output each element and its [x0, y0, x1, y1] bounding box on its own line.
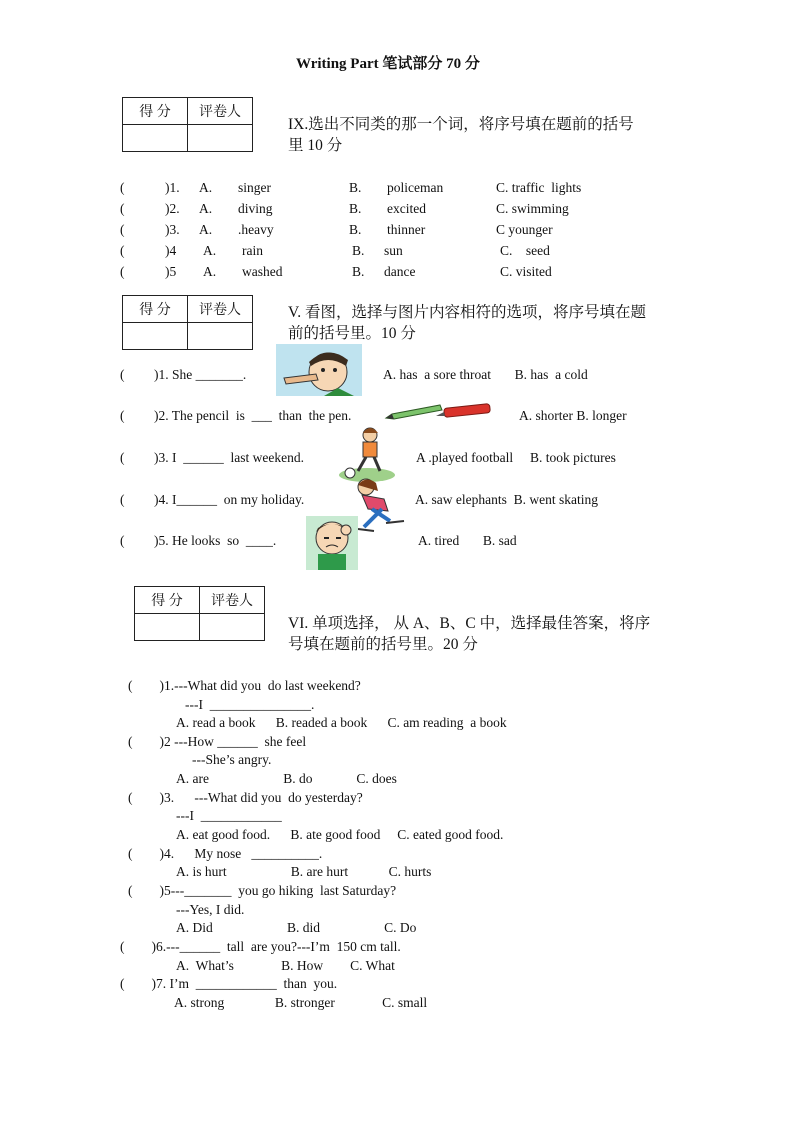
answer-paren[interactable]: ( [120, 367, 125, 382]
picture-question-5 [120, 532, 517, 550]
choice-answer-line: A. is hurt B. are hurt C. hurts [176, 864, 432, 879]
score-label: 得 分 [135, 587, 200, 614]
answer-paren[interactable]: ( [120, 201, 125, 216]
option-c: C younger [496, 222, 553, 237]
choice-question-line: ( )7. I’m ____________ than you. [120, 976, 338, 991]
answer-paren[interactable]: ( [120, 264, 125, 279]
option-a: singer [238, 180, 271, 195]
option-b-label: B. [352, 264, 365, 279]
page-title: Writing Part 笔试部分 70 分 [296, 56, 480, 72]
option-a: washed [242, 264, 283, 279]
choice-question-line: ( )2 ---How ______ she feel [128, 734, 307, 749]
option-a-label: A. [199, 201, 213, 216]
choice-answer-line: A. are B. do C. does [176, 771, 397, 786]
grader-cell[interactable] [188, 125, 253, 152]
question-options: A .played football B. took pictures [416, 450, 616, 465]
question-text: )1. She _______. [154, 367, 247, 382]
option-a: rain [242, 243, 263, 258]
option-a-label: A. [203, 264, 217, 279]
option-num: )5 [165, 264, 177, 279]
option-a: diving [238, 201, 273, 216]
answer-paren[interactable]: ( [120, 533, 125, 548]
choice-answer-line: ---I ____________ [176, 808, 282, 823]
section-5-heading: V. 看图，选择与图片内容相符的选项，将序号填在题前的括号里。10 分 [288, 304, 646, 342]
option-b-label: B. [352, 243, 365, 258]
question-text: )5. He looks so ____. [154, 533, 277, 548]
grader-label: 评卷人 [188, 98, 253, 125]
picture-question-3 [120, 449, 616, 467]
option-a-label: A. [203, 243, 217, 258]
section-6-heading: VI. 单项选择， 从 A、B、C 中，选择最佳答案，将序号填在题前的括号里。20 分 [288, 615, 651, 653]
score-box-9 [122, 97, 253, 152]
answer-paren[interactable]: ( [120, 180, 125, 195]
pencil-pen-icon [384, 402, 494, 422]
boy-tired-icon [306, 516, 358, 570]
picture-question-2 [120, 407, 627, 425]
option-b: policeman [387, 180, 444, 195]
choice-answer-line: ---She’s angry. [192, 752, 272, 767]
choice-answer-line: A. eat good food. B. ate good food C. eated good food. [176, 827, 504, 842]
question-text: )2. The pencil is ___ than the pen. [154, 408, 352, 423]
score-cell[interactable] [123, 323, 188, 350]
choice-question-line: ( )4. My nose __________. [128, 846, 323, 861]
option-num: )3. [165, 222, 180, 237]
choice-answer-line: A. read a book B. readed a book C. am reading a book [176, 715, 507, 730]
answer-paren[interactable]: ( [120, 243, 125, 258]
option-num: )2. [165, 201, 180, 216]
answer-paren[interactable]: ( [120, 408, 125, 423]
option-c: C. visited [500, 264, 552, 279]
option-a-label: A. [199, 222, 213, 237]
section-9-heading: IX.选出不同类的那一个词，将序号填在题前的括号里 10 分 [288, 116, 634, 154]
question-options: A. shorter B. longer [519, 408, 627, 423]
score-label: 得 分 [123, 296, 188, 323]
option-b-label: B. [349, 180, 362, 195]
option-c: C. traffic lights [496, 180, 582, 195]
picture-question-4 [120, 491, 598, 509]
grader-label: 评卷人 [188, 296, 253, 323]
option-b: dance [384, 264, 416, 279]
boy-nose-icon [276, 344, 362, 396]
choice-answer-line: ---Yes, I did. [176, 902, 245, 917]
picture-question-1 [120, 366, 588, 384]
option-num: )1. [165, 180, 180, 195]
question-text: )4. I______ on my holiday. [154, 492, 305, 507]
option-a: .heavy [238, 222, 274, 237]
score-label: 得 分 [123, 98, 188, 125]
answer-paren[interactable]: ( [120, 222, 125, 237]
grader-cell[interactable] [188, 323, 253, 350]
choice-answer-line: A. Did B. did C. Do [176, 920, 417, 935]
answer-paren[interactable]: ( [120, 492, 125, 507]
choice-answer-line: A. strong B. stronger C. small [174, 995, 428, 1010]
option-c: C. seed [500, 243, 550, 258]
score-box-6 [134, 586, 265, 641]
question-options: A. saw elephants B. went skating [415, 492, 598, 507]
choice-question-line: ( )6.---______ tall are you?---I’m 150 cm tall. [120, 939, 401, 954]
option-b-label: B. [349, 201, 362, 216]
choice-answer-line: A. What’s B. How C. What [176, 958, 395, 973]
choice-question-line: ( )1.---What did you do last weekend? [128, 678, 361, 693]
answer-paren[interactable]: ( [120, 450, 125, 465]
grader-label: 评卷人 [200, 587, 265, 614]
choice-question-line: ( )3. ---What did you do yesterday? [128, 790, 363, 805]
option-num: )4 [165, 243, 177, 258]
option-b: thinner [387, 222, 426, 237]
option-b: excited [387, 201, 426, 216]
choice-question-line: ( )5---_______ you go hiking last Saturday? [128, 883, 397, 898]
score-box-5 [122, 295, 253, 350]
girl-football-icon [336, 425, 398, 483]
grader-cell[interactable] [200, 614, 265, 641]
option-a-label: A. [199, 180, 213, 195]
option-c: C. swimming [496, 201, 569, 216]
question-options: A. tired B. sad [418, 533, 517, 548]
option-b: sun [384, 243, 403, 258]
option-b-label: B. [349, 222, 362, 237]
choice-answer-line: ---I _______________. [185, 697, 315, 712]
score-cell[interactable] [123, 125, 188, 152]
question-options: A. has a sore throat B. has a cold [383, 367, 588, 382]
question-text: )3. I ______ last weekend. [154, 450, 304, 465]
score-cell[interactable] [135, 614, 200, 641]
